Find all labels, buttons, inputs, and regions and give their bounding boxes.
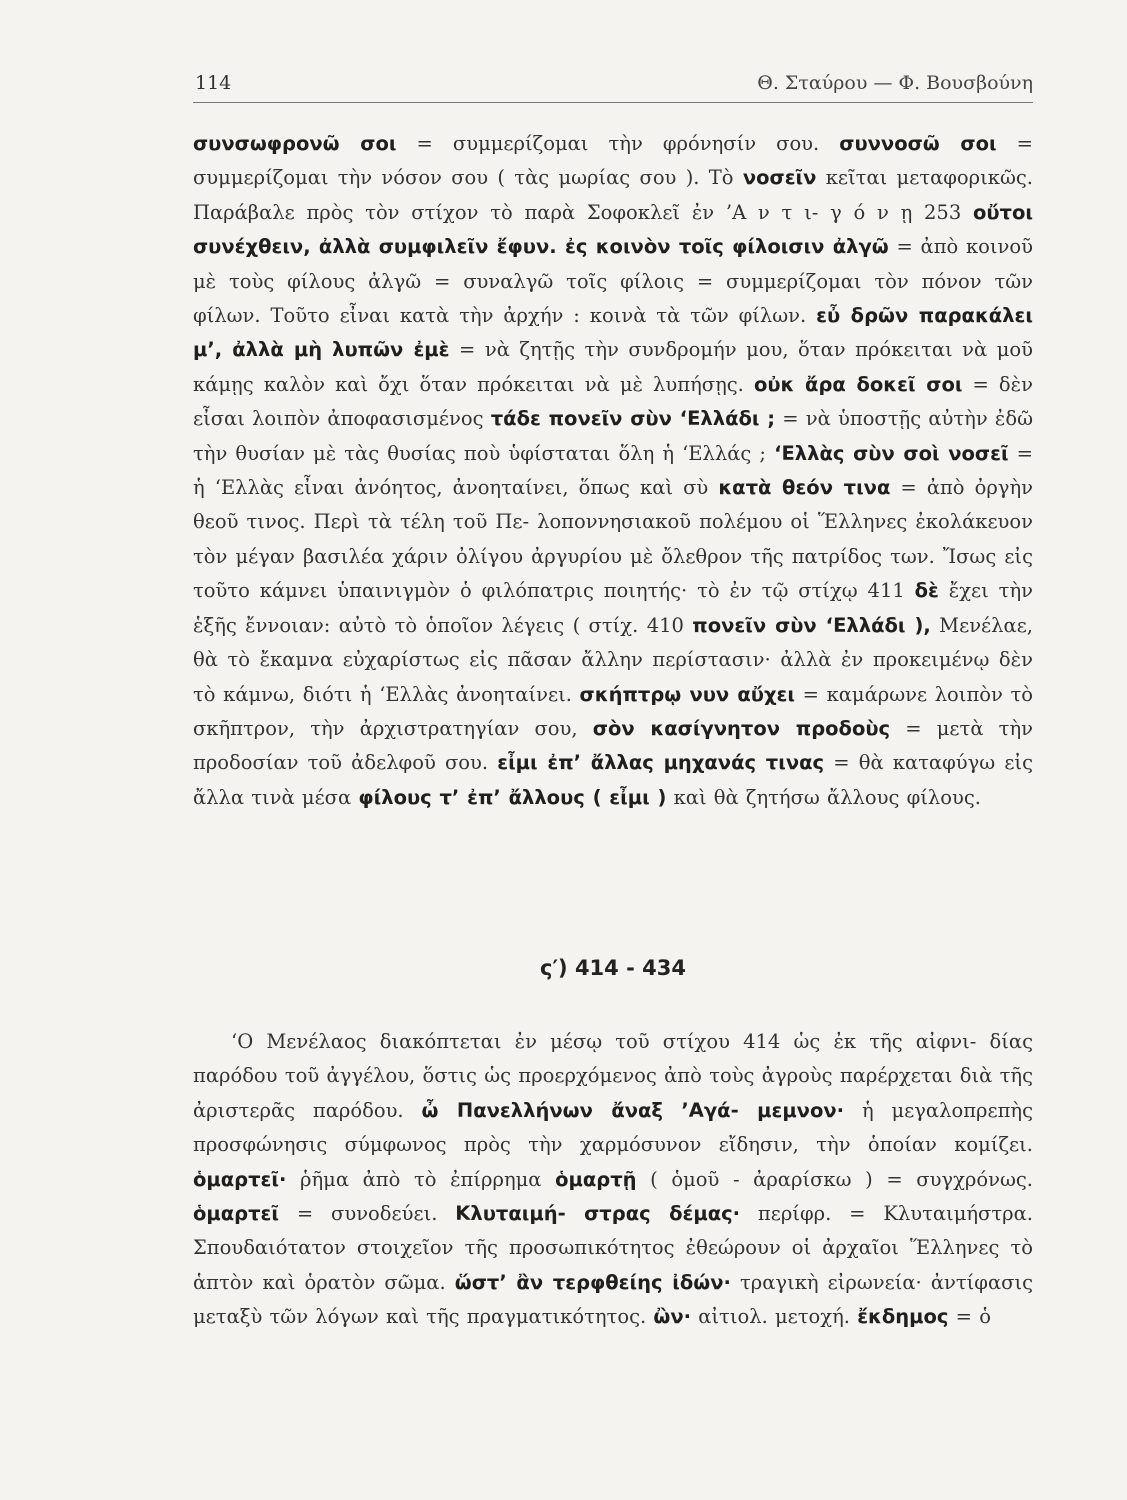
commentary-text: τραγικὴ εἰρωνεία· ἀντίφασις μεταξὺ τῶν λόγων καὶ τῆς πραγματικότητος.	[193, 1270, 1034, 1329]
commentary-text: ‘Ο Μενέλαος διακόπτεται ἐν μέσῳ τοῦ στίχου 414 ὡς ἐκ τῆς αἰφνι- δίας παρόδου τοῦ ἀγγέλου, ὅστις ὡς προερχόμενος ἀπὸ τοὺς ἀγροὺς παρέρχεται διὰ τῆς ἀριστερᾶς παρόδου.	[193, 1030, 1033, 1122]
commentary-text: κεῖται μεταφορικῶς. Παράβαλε πρὸς τὸν στίχον τὸ παρὰ Σοφοκλεῖ ἐν ’Α ν τ ι- γ ό ν ῃ 253	[193, 166, 1033, 224]
commentary-text: = συμμερίζομαι τὴν νόσον σου ( τὰς μωρίας σου ). Τὸ	[193, 132, 1033, 190]
commentary-text: Μενέλαε, θὰ τὸ ἔκαμνα εὐχαρίστως εἰς πᾶσαν ἄλλην περίστασιν· ἀλλὰ ἐν προκειμένῳ δὲν τὸ κάμνω, διότι ἡ ‘Ελλὰς ἀνοηταίνει.	[193, 613, 1033, 706]
commentary-paragraph-1	[193, 127, 1033, 815]
lemma-term: συννοσῶ σοι	[839, 132, 997, 155]
commentary-text: = συνοδεύει.	[279, 1202, 456, 1226]
commentary-text: = νὰ ὑποστῇς αὐτὴν ἐδῶ τὴν θυσίαν μὲ τὰς θυσίας ποὺ ὑφίσταται ὅλη ἡ ‘Ελλάς ;	[193, 407, 1033, 465]
lemma-term: εὖ δρῶν παρακάλει μ’, ἀλλὰ μὴ λυπῶν ἐμὲ	[193, 304, 1033, 362]
lemma-term: ὥστ’ ἂν τερφθείης ἰδών·	[454, 1270, 731, 1294]
lemma-term: οὐκ ἄρα δοκεῖ σοι	[753, 372, 963, 396]
section-heading: ς′) 414 - 434	[540, 956, 686, 980]
commentary-text: = νὰ ζητῇς τὴν συνδρομήν μου, ὅταν πρόκειται νὰ μοῦ κάμῃς καλὸν καὶ ὄχι ὅταν πρόκειται νὰ μὲ λυπήσῃς.	[193, 338, 1033, 396]
commentary-text: ἡ μεγαλοπρεπὴς προσφώνησις σύμφωνος πρὸς τὴν χαρμόσυνον εἴδησιν, τὴν ὁποίαν κομίζει.	[193, 1098, 1033, 1157]
commentary-text: ῥῆμα ἀπὸ τὸ ἐπίρρημα	[286, 1167, 556, 1191]
commentary-paragraph-2	[193, 1025, 1033, 1335]
commentary-text: καὶ θὰ ζητήσω ἄλλους φίλους.	[666, 785, 982, 809]
lemma-term: κατὰ θεόν τινα	[718, 476, 891, 500]
page-number: 114	[195, 72, 232, 94]
lemma-term: σὸν κασίγνητον προδοὺς	[592, 716, 891, 740]
running-head: Θ. Σταύρου — Φ. Βουσβούνη	[757, 72, 1033, 94]
lemma-term: ἔκδημος	[857, 1305, 949, 1329]
commentary-text: = συμμερίζομαι τὴν φρόνησίν σου.	[396, 132, 840, 155]
lemma-term: εἶμι ἐπ’ ἄλλας μηχανάς τινας	[497, 751, 825, 775]
lemma-term: οὔτοι συνέχθειν, ἀλλὰ συμφιλεῖν ἔφυν. ἐς κοινὸν τοῖς φίλοισιν ἀλγῶ	[193, 200, 1033, 259]
commentary-text: αἰτιολ. μετοχή.	[691, 1305, 858, 1329]
lemma-term: ὦ Πανελλήνων ἄναξ ’Αγά- μεμνον·	[421, 1098, 845, 1122]
lemma-term: νοσεῖν	[742, 166, 817, 190]
lemma-term: σκήπτρῳ νυν αὔχει	[579, 682, 795, 706]
commentary-text: ( ὁμοῦ - ἀραρίσκω ) = συγχρόνως.	[636, 1167, 1033, 1191]
commentary-text: = ὁ	[948, 1305, 991, 1329]
lemma-term: πονεῖν σὺν ‘Ελλάδι ),	[692, 613, 931, 637]
commentary-text: περίφρ. = Κλυταιμήστρα. Σπουδαιότατον στοιχεῖον τῆς προσωπικότητος ἐθεώρουν οἱ ἀρχαῖοι Ἕλληνες τὸ ἁπτὸν καὶ ὁρατὸν σῶμα.	[193, 1202, 1033, 1294]
lemma-term: ὁμαρτῇ	[555, 1167, 637, 1191]
paragraph-body	[193, 127, 1033, 815]
lemma-term: φίλους τ’ ἐπ’ ἄλλους ( εἶμι )	[358, 785, 667, 809]
lemma-term: δὲ	[914, 579, 939, 603]
page-header	[193, 62, 1033, 103]
lemma-term: Κλυταιμή- στρας δέμας·	[455, 1202, 741, 1226]
commentary-text: = δὲν εἶσαι λοιπὸν ἀποφασισμένος	[193, 372, 1033, 431]
commentary-text: = θὰ καταφύγω εἰς ἄλλα τινὰ μέσα	[193, 751, 1033, 809]
commentary-text: = μετὰ τὴν προδοσίαν τοῦ ἀδελφοῦ σου.	[193, 716, 1033, 775]
lemma-term: τάδε πονεῖν σὺν ‘Ελλάδι ;	[490, 407, 776, 431]
lemma-term: ὁμαρτεῖ	[193, 1202, 279, 1226]
lemma-term: ὢν·	[653, 1305, 692, 1329]
commentary-text: = καμάρωνε λοιπὸν τὸ σκῆπτρον, τὴν ἀρχιστρατηγίαν σου,	[193, 682, 1034, 740]
lemma-term: ὁμαρτεῖ·	[193, 1167, 287, 1191]
commentary-text: ἔχει τὴν ἑξῆς ἔννοιαν: αὐτὸ τὸ ὁποῖον λέγεις ( στίχ. 410	[193, 579, 1033, 637]
commentary-text: = ἀπὸ ὀργὴν θεοῦ τινος. Περὶ τὰ τέλη τοῦ Πε- λοποννησιακοῦ πολέμου οἱ Ἕλληνες ἐκολάκευον τὸν μέγαν βασιλέα χάριν ὀλίγου ἀργυρίου μὲ ὄλεθρον τῆς πατρίδος των. Ἴσως εἰς τοῦτο κάμνει ὑπαινιγμὸν ὁ φιλόπατρις ποιητής· τὸ ἐν τῷ στίχῳ 411	[193, 476, 1033, 603]
commentary-text: = ἀπὸ κοινοῦ μὲ τοὺς φίλους ἀλγῶ = συναλγῶ τοῖς φίλοις = συμμερίζομαι τὸν πόνον τῶν φίλων. Τοῦτο εἶναι κατὰ τὴν ἀρχήν : κοινὰ τὰ τῶν φίλων.	[193, 235, 1034, 328]
paragraph-body	[193, 1025, 1033, 1335]
lemma-term: συνσωφρονῶ σοι	[193, 132, 397, 155]
lemma-term: ‘Ελλὰς σὺν σοὶ νοσεῖ	[774, 441, 1009, 465]
commentary-text: = ἡ ‘Ελλὰς εἶναι ἀνόητος, ἀνοηταίνει, ὅπως καὶ σὺ	[193, 441, 1033, 500]
